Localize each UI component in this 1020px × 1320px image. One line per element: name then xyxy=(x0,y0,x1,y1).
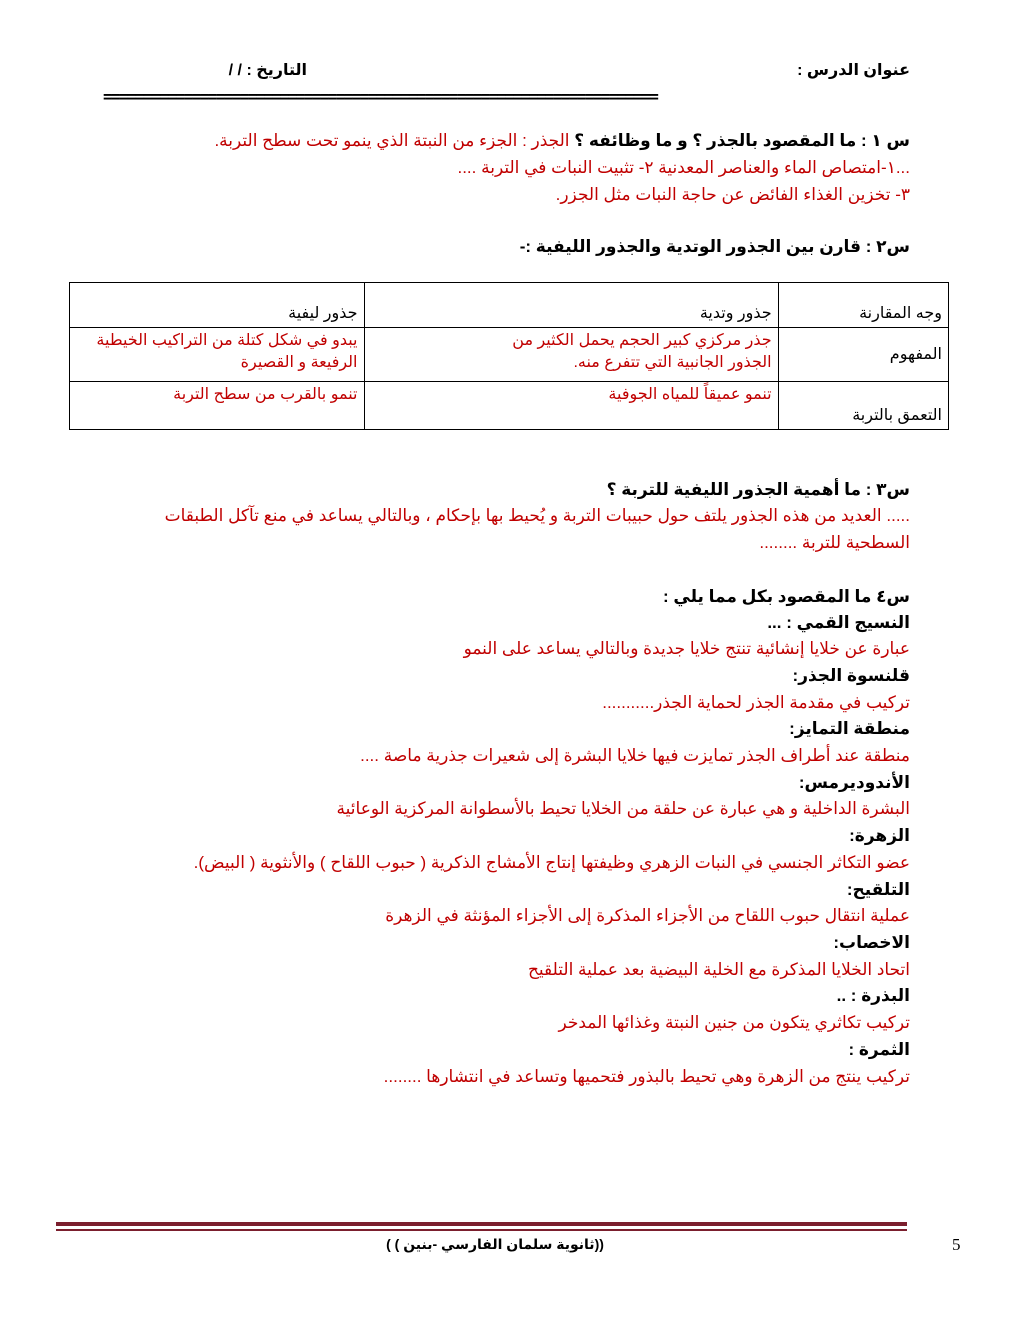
taproot-concept-line: الجذور الجانبية التي تتفرع منه. xyxy=(573,354,772,371)
definition-fertilization: اتحاد الخلايا المذكرة مع الخلية البيضية بعد عملية التلقيح xyxy=(527,960,910,979)
definition-apical-meristem: عبارة عن خلايا إنشائية تنتج خلايا جديدة وبالتالي يساعد على النمو xyxy=(463,639,910,658)
term-apical-meristem: النسيج القمي : ... xyxy=(767,613,910,632)
term-differentiation-zone: منطقة التمايز: xyxy=(789,719,910,738)
header-separator: ===================================================================== xyxy=(103,87,658,106)
footer-school-name: ((ثانوية سلمان الفارسي -بنين ) ) xyxy=(386,1236,604,1252)
taproot-concept-line: جذر مركزي كبير الحجم يحمل الكثير من xyxy=(512,332,772,349)
fibrous-concept xyxy=(70,328,365,382)
q2-question: س٢ : قارن بين الجذور الوتدية والجذور الليفية :- xyxy=(519,237,910,256)
taproot-concept xyxy=(364,328,778,382)
q4-question: س٤ ما المقصود بكل مما يلي : xyxy=(662,587,910,606)
fibrous-concept-line: يبدو في شكل كتلة من التراكيب الخيطية xyxy=(96,332,358,349)
q1-line xyxy=(214,128,910,154)
term-seed: البذرة : .. xyxy=(836,986,910,1005)
q3-question: س٣ : ما أهمية الجذور الليفية للتربة ؟ xyxy=(606,480,910,499)
page-number: 5 xyxy=(952,1235,961,1254)
taproot-depth: تنمو عميقاً للمياه الجوفية xyxy=(364,382,778,430)
footer-rule-thick xyxy=(56,1222,907,1226)
aspect-concept: المفهوم xyxy=(778,328,948,382)
q1-storage-line: ٣- تخزين الغذاء الفائض عن حاجة النبات مثل الجزر. xyxy=(555,185,910,204)
fibrous-depth: تنمو بالقرب من سطح التربة xyxy=(70,382,365,430)
definition-endodermis: البشرة الداخلية و هي عبارة عن حلقة من الخلايا تحيط بالأسطوانة المركزية الوعائية xyxy=(336,799,910,818)
term-pollination: التلقيح: xyxy=(846,880,910,899)
table-row xyxy=(70,382,949,430)
term-fruit: الثمرة : xyxy=(848,1040,910,1059)
aspect-depth: التعمق بالتربة xyxy=(778,382,948,430)
header-taproot: جذور وتدية xyxy=(364,283,778,328)
term-root-cap: قلنسوة الجذر: xyxy=(792,666,910,685)
term-fertilization: الاخصاب: xyxy=(833,933,910,952)
definition-flower: عضو التكاثر الجنسي في النبات الزهري وظيفتها إنتاج الأمشاج الذكرية ( حبوب اللقاح ) والأنثوية ( البيض). xyxy=(193,853,910,872)
term-flower: الزهرة: xyxy=(849,826,910,845)
table-row xyxy=(70,328,949,382)
definition-seed: تركيب تكاثري يتكون من جنين النبتة وغذائها المدخر xyxy=(558,1013,910,1032)
q1-functions-line: ...١-امتصاص الماء والعناصر المعدنية ٢- تثبيت النبات في التربة .... xyxy=(457,158,910,177)
term-endodermis: الأندوديرمس: xyxy=(798,773,910,792)
comparison-table xyxy=(69,282,949,430)
header-aspect: وجه المقارنة xyxy=(778,283,948,328)
header-fibrous: جذور ليفية xyxy=(70,283,365,328)
table-header-row xyxy=(70,283,949,328)
lesson-title-label: عنوان الدرس : xyxy=(797,62,910,79)
definition-fruit: تركيب ينتج من الزهرة وهي تحيط بالبذور فتحميها وتساعد في انتشارها ........ xyxy=(383,1067,910,1086)
definition-pollination: عملية انتقال حبوب اللقاح من الأجزاء المذكرة إلى الأجزاء المؤنثة في الزهرة xyxy=(385,906,910,925)
footer-rule-thin xyxy=(56,1229,907,1231)
q3-answer-line1: ..... العديد من هذه الجذور يلتف حول حبيبات التربة و يُحيط بها بإحكام ، وبالتالي يساعد في منع تآكل الطبقات xyxy=(164,506,910,525)
q1-answer: الجذر : الجزء من النبتة الذي ينمو تحت سطح التربة. xyxy=(214,131,570,150)
fibrous-concept-line: الرفيعة و القصيرة xyxy=(240,354,358,371)
date-label: التاريخ : / / xyxy=(228,62,307,79)
q3-answer-line2: السطحية للتربة ........ xyxy=(759,533,910,552)
definition-root-cap: تركيب في مقدمة الجذر لحماية الجذر........... xyxy=(602,693,910,712)
definition-differentiation-zone: منطقة عند أطراف الجذر تمايزت فيها خلايا البشرة إلى شعيرات جذرية ماصة .... xyxy=(360,746,910,765)
q1-question: س ١ : ما المقصود بالجذر ؟ و ما وظائفه ؟ xyxy=(574,131,910,150)
